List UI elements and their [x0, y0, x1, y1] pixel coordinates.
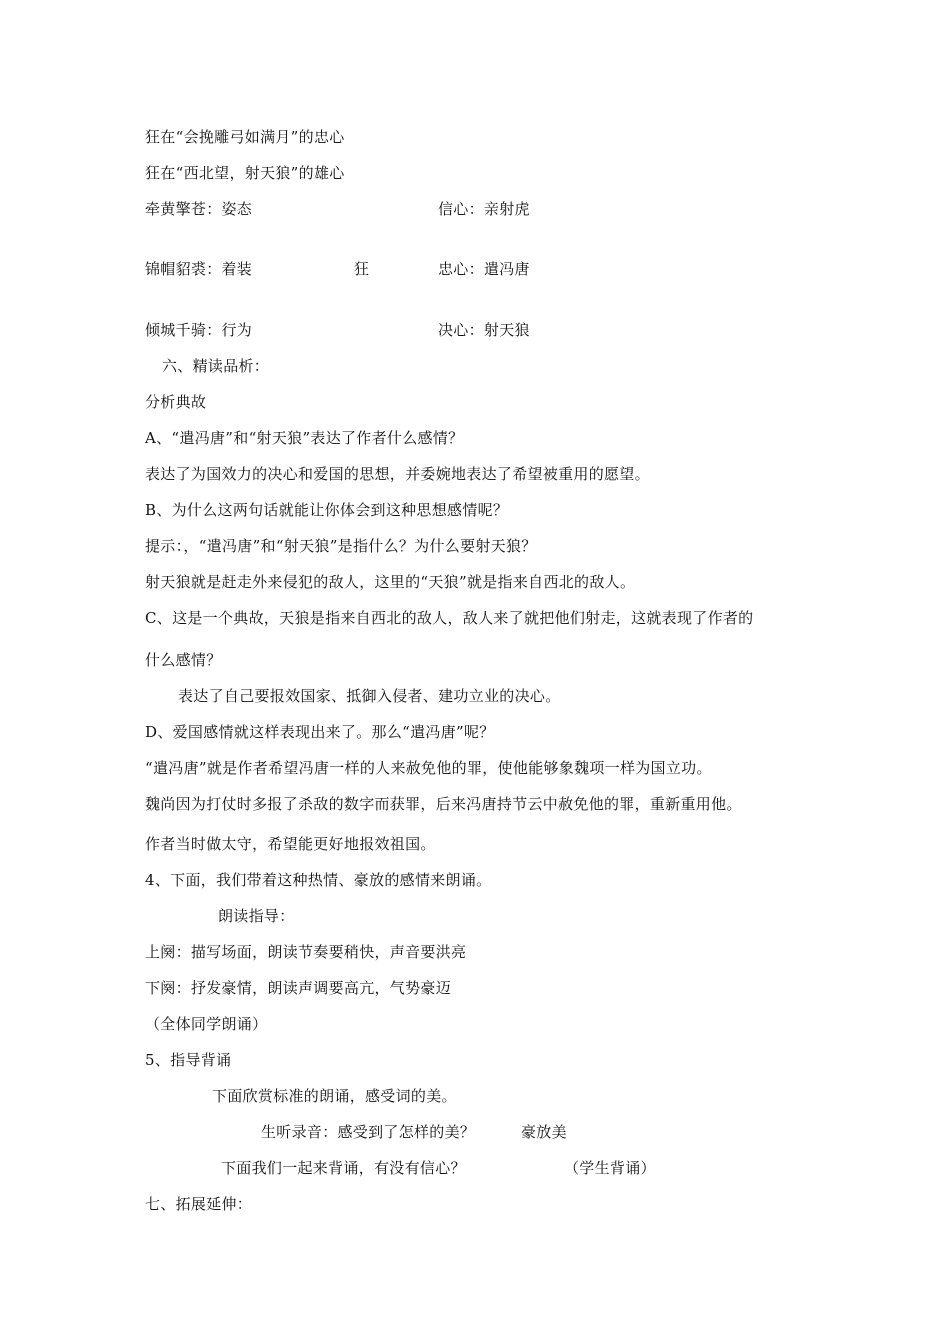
section-heading: 六、精读品析： — [162, 357, 270, 375]
text-line: 魏尚因为打仗时多报了杀敌的数字而获罪，后来冯唐持节云中赦免他的罪，重新重用他。 — [145, 795, 742, 813]
text-line: 5、指导背诵 — [145, 1051, 232, 1069]
text-line: 上阕：描写场面，朗读节奏要稍快，声音要洪亮 — [145, 943, 467, 961]
text-line: 下面欣赏标准的朗诵，感受词的美。 — [212, 1087, 457, 1105]
text-line: 4、下面，我们带着这种热情、豪放的感情来朗诵。 — [145, 871, 492, 889]
text-line: 决心：射天狼 — [438, 321, 530, 339]
text-line: 提示：，“遣冯唐”和“射天狼”是指什么？为什么要射天狼？ — [145, 537, 537, 555]
text-line: 忠心：遣冯唐 — [438, 260, 530, 278]
text-line: 信心：亲射虎 — [438, 200, 530, 218]
text-line: 豪放美 — [521, 1123, 567, 1141]
text-line: 倾城千骑：行为 — [145, 321, 253, 339]
text-line: 朗读指导： — [218, 907, 295, 925]
text-line: （学生背诵） — [564, 1159, 656, 1177]
text-line: 作者当时做太守，希望能更好地报效祖国。 — [145, 835, 436, 853]
text-line: 狂 — [354, 260, 370, 278]
text-line: （全体同学朗诵） — [145, 1015, 268, 1033]
text-line: B、为什么这两句话就能让你体会到这种思想感情呢？ — [145, 501, 509, 519]
text-line: 表达了为国效力的决心和爱国的思想，并委婉地表达了希望被重用的愿望。 — [145, 465, 650, 483]
text-line: “遣冯唐”就是作者希望冯唐一样的人来赦免他的罪，使他能够象魏项一样为国立功。 — [145, 759, 712, 777]
text-line: A、“遣冯唐”和“射天狼”表达了作者什么感情？ — [145, 429, 464, 447]
text-line: 什么感情？ — [145, 651, 222, 669]
text-line: D、爱国感情就这样表现出来了。那么“遣冯唐”呢？ — [145, 723, 495, 741]
text-line: 射天狼就是赶走外来侵犯的敌人，这里的“天狼”就是指来自西北的敌人。 — [145, 573, 636, 591]
text-line: 下阕：抒发豪情，朗读声调要高亢，气势豪迈 — [145, 979, 452, 997]
text-line: 下面我们一起来背诵，有没有信心？ — [221, 1159, 466, 1177]
text-line: 生听录音：感受到了怎样的美？ — [261, 1123, 476, 1141]
text-line: 分析典故 — [145, 393, 207, 411]
text-line: 锦帽貂裘：着装 — [145, 260, 253, 278]
text-line: C、这是一个典故，天狼是指来自西北的敌人，敌人来了就把他们射走，这就表现了作者的 — [145, 609, 754, 627]
text-line: 狂在“会挽雕弓如满月”的忠心 — [145, 128, 345, 146]
section-heading: 七、拓展延伸： — [145, 1195, 253, 1213]
text-line: 狂在“西北望，射天狼”的雄心 — [145, 164, 345, 182]
text-line: 表达了自己要报效国家、抵御入侵者、建功立业的决心。 — [178, 687, 561, 705]
text-line: 牵黄擎苍：姿态 — [145, 200, 253, 218]
